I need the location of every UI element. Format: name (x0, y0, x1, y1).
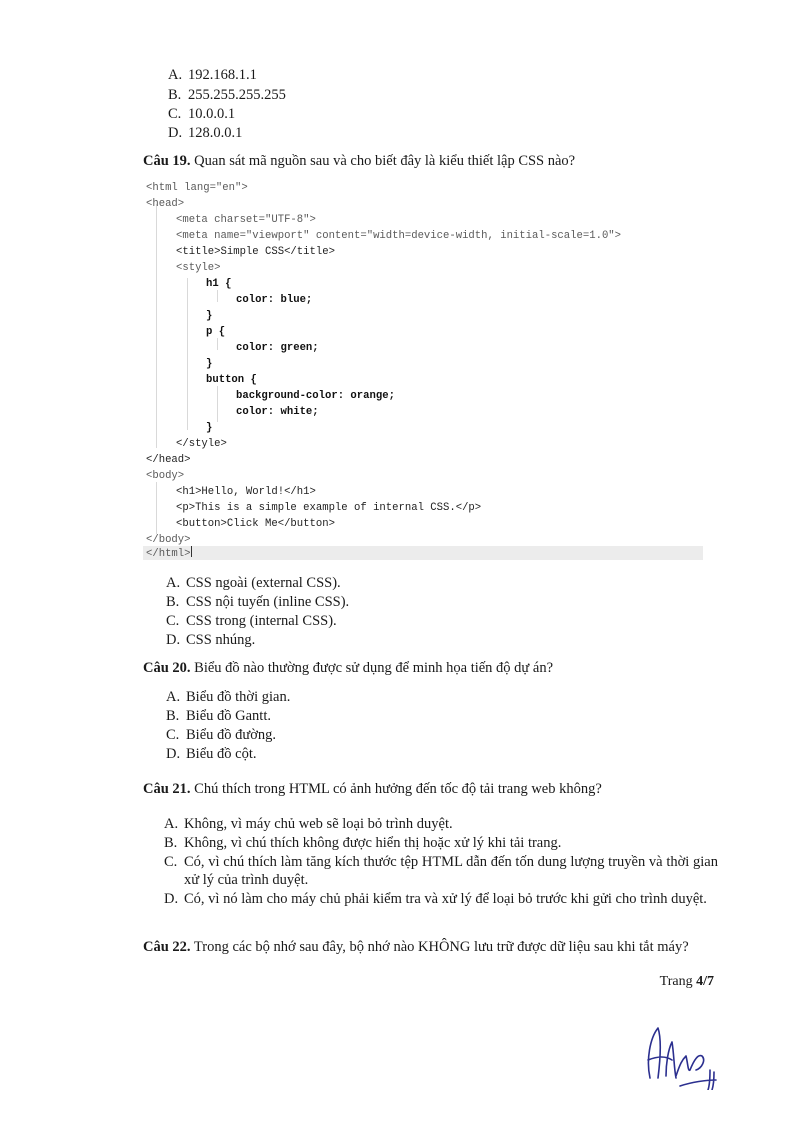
page-number (660, 974, 714, 990)
code-line: <head> (146, 198, 185, 210)
question-21 (143, 780, 602, 798)
option-text: CSS trong (internal CSS). (186, 613, 337, 629)
page-count: 4/7 (696, 974, 714, 989)
text-caret (191, 546, 192, 557)
code-line: <body> (146, 470, 185, 482)
question-text: Trong các bộ nhớ sau đây, bộ nhớ nào KHÔNG lưu trữ được dữ liệu sau khi tắt máy? (193, 939, 689, 955)
code-line: </style> (176, 438, 227, 450)
code-line: <meta name="viewport" content="width=device-width, initial-scale=1.0"> (176, 230, 622, 242)
option-letter: D. (166, 746, 181, 762)
option-text: Biểu đồ đường. (186, 727, 277, 743)
option-text: 255.255.255.255 (188, 87, 286, 103)
signature-image (636, 1020, 726, 1090)
option-letter: C. (164, 854, 178, 870)
option-text: 192.168.1.1 (188, 67, 257, 83)
option-text: Biểu đồ thời gian. (186, 689, 291, 705)
code-line: <meta charset="UTF-8"> (176, 214, 316, 226)
code-line: } (206, 358, 213, 370)
question-number: Câu 22. (143, 939, 191, 955)
option-text: CSS nhúng. (186, 632, 256, 648)
option-letter: C. (168, 106, 182, 122)
option-letter: D. (164, 891, 179, 907)
option-letter: A. (166, 689, 181, 705)
code-line: <h1>Hello, World!</h1> (176, 486, 316, 498)
question-text: Quan sát mã nguồn sau và cho biết đây là kiểu thiết lập CSS nào? (194, 153, 576, 169)
option-letter: B. (168, 87, 182, 103)
option-letter: B. (166, 708, 180, 724)
code-line: <style> (176, 262, 221, 274)
option-letter: A. (168, 67, 183, 83)
option-text: Có, vì chú thích làm tăng kích thước tệp HTML dẫn đến tốn dung lượng truyền và thời gian xử lý của trình duyệt. (184, 854, 718, 888)
option-letter: C. (166, 613, 180, 629)
option-text: 10.0.0.1 (188, 106, 236, 122)
code-line: <button>Click Me</button> (176, 518, 335, 530)
code-line: color: white; (236, 406, 319, 418)
option-text: CSS nội tuyến (inline CSS). (186, 594, 350, 610)
code-line: </body> (146, 534, 191, 546)
option-letter: D. (166, 632, 181, 648)
option-letter: C. (166, 727, 180, 743)
code-line: color: blue; (236, 294, 313, 306)
question-number: Câu 20. (143, 660, 191, 676)
code-line: } (206, 422, 213, 434)
option-text: Biểu đồ Gantt. (186, 708, 271, 724)
code-line: </head> (146, 454, 191, 466)
code-line-text: </html> (146, 548, 191, 560)
code-line: background-color: orange; (236, 390, 395, 402)
option-text: Không, vì chú thích không được hiển thị hoặc xử lý khi tải trang. (184, 835, 562, 851)
code-line: h1 { (206, 278, 232, 290)
option-text: Có, vì nó làm cho máy chủ phải kiểm tra và xử lý để loại bỏ trước khi gửi cho trình duyệt. (184, 891, 707, 907)
page-label: Trang (659, 974, 693, 989)
question-19 (143, 152, 575, 170)
option-letter: D. (168, 125, 183, 141)
option-text: Biểu đồ cột. (186, 746, 257, 762)
option-letter: A. (164, 816, 179, 832)
option-text: CSS ngoài (external CSS). (186, 575, 341, 591)
question-number: Câu 19. (143, 153, 191, 169)
code-screenshot (143, 178, 703, 561)
code-line: <p>This is a simple example of internal CSS.</p> (176, 502, 482, 514)
question-number: Câu 21. (143, 781, 191, 797)
option-text: 128.0.0.1 (188, 125, 243, 141)
question-20 (143, 659, 553, 677)
question-22 (143, 938, 689, 956)
code-line-current (143, 546, 703, 560)
code-line: <title>Simple CSS</title> (176, 246, 335, 258)
code-line: button { (206, 374, 257, 386)
code-line: p { (206, 326, 226, 338)
option-letter: B. (166, 594, 180, 610)
option-letter: A. (166, 575, 181, 591)
option-text: Không, vì máy chủ web sẽ loại bỏ trình duyệt. (184, 816, 453, 832)
question-text: Chú thích trong HTML có ảnh hưởng đến tốc độ tải trang web không? (194, 781, 602, 797)
code-line: } (206, 310, 213, 322)
question-text: Biểu đồ nào thường được sử dụng để minh họa tiến độ dự án? (194, 660, 554, 676)
code-line: <html lang="en"> (146, 182, 248, 194)
option-letter: B. (164, 835, 178, 851)
code-line: color: green; (236, 342, 319, 354)
